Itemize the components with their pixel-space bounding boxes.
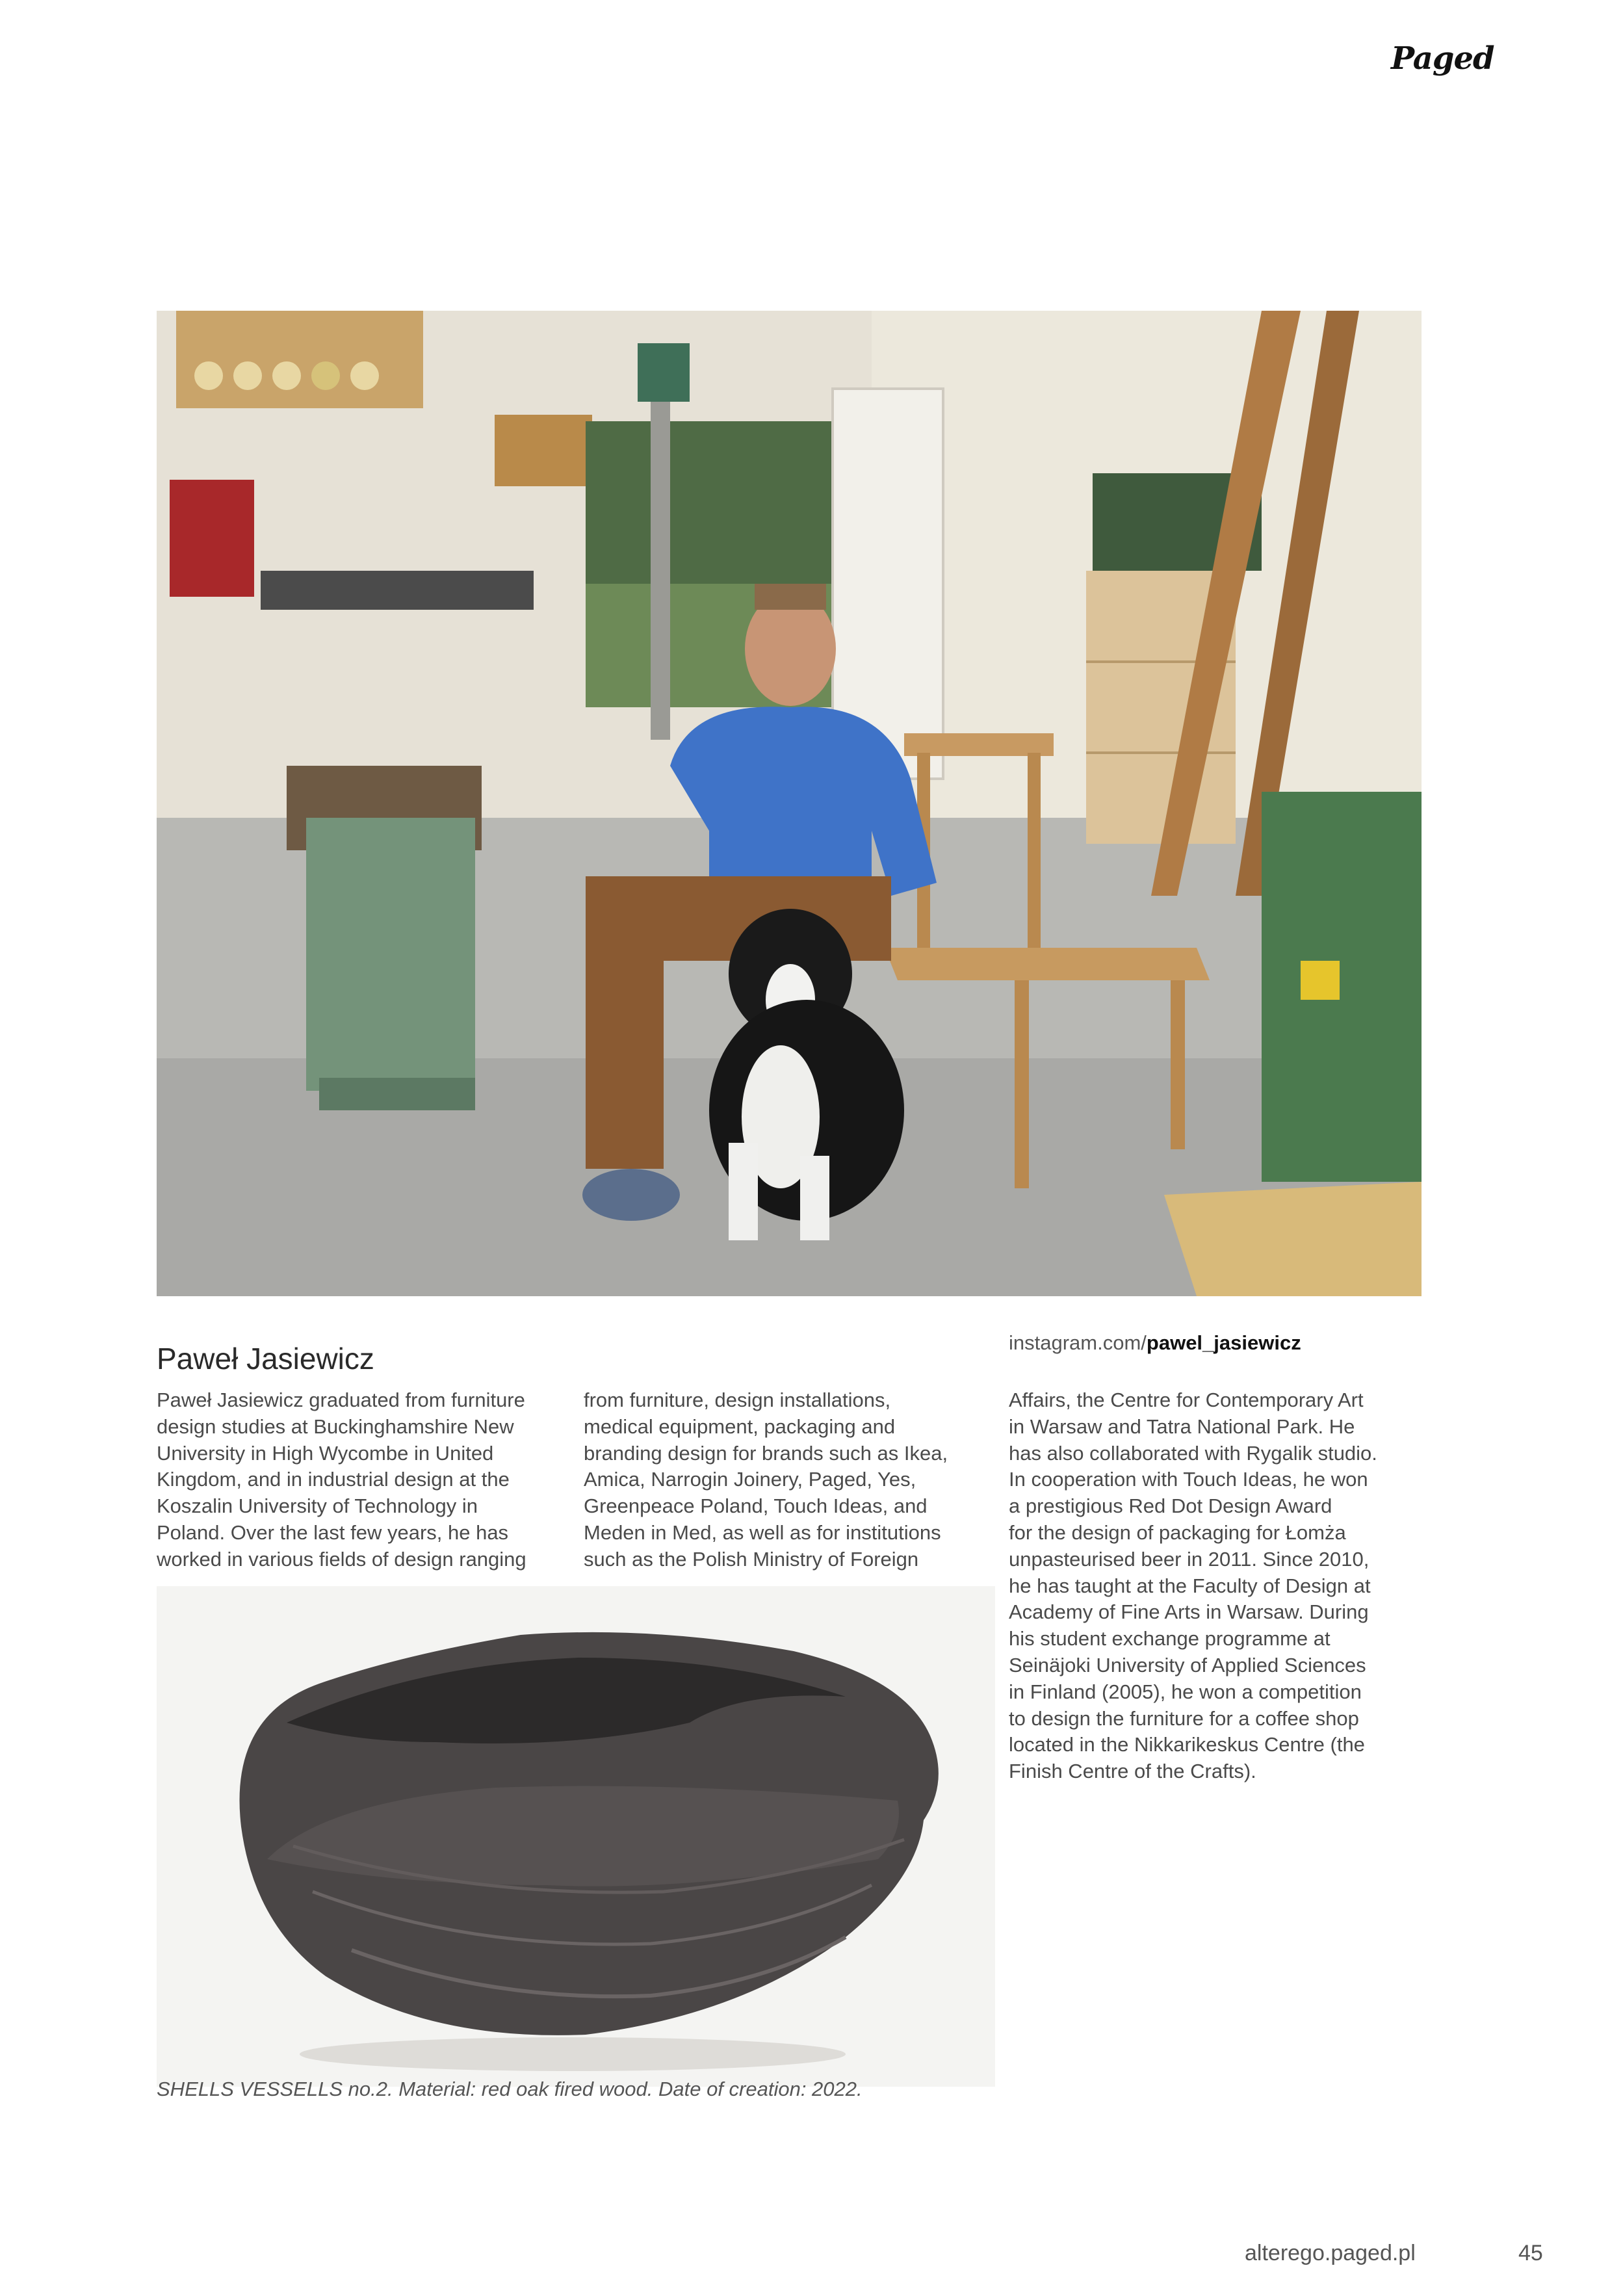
page-number: 45	[1518, 2241, 1543, 2265]
vessel-caption: SHELLS VESSELLS no.2. Material: red oak fired wood. Date of creation: 2022.	[157, 2078, 863, 2100]
bio-column-1: Paweł Jasiewicz graduated from furniture design studies at Buckinghamshire New University in High Wycombe in United Kingdom, and in industrial design at the Koszalin University of Technology in Poland. Over the last few years, he has worked in various fields of design ranging	[157, 1389, 526, 1571]
paged-logo: Paged	[1391, 40, 1494, 77]
bio-column-3: Affairs, the Centre for Contemporary Art in Warsaw and Tatra National Park. He has also collaborated with Rygalik studio. In cooperation with Touch Ideas, he won a prestigious Red Dot Design Award for the design of packaging for Łomża unpasteurised beer in 2011. Since 2010, he has taught at the Faculty of Design at Academy of Fine Arts in Warsaw. During his student exchange programme at Seinäjoki University of Applied Sciences in Finland (2005), he won a competition to design the furniture for a coffee shop located in the Nikkarikeskus Centre (the Finish Centre of the Crafts).	[1009, 1389, 1377, 1783]
footer-website-link[interactable]: alterego.paged.pl	[1245, 2241, 1416, 2265]
designer-name: Paweł Jasiewicz	[157, 1341, 374, 1376]
vessel-photo	[157, 1586, 995, 2087]
instagram-link[interactable]	[1009, 1331, 1301, 1355]
instagram-prefix: instagram.com/	[1009, 1331, 1147, 1354]
instagram-handle: pawel_jasiewicz	[1146, 1331, 1301, 1354]
bio-column-2: from furniture, design installations, medical equipment, packaging and branding design for brands such as Ikea, Amica, Narrogin Joinery, Paged, Yes, Greenpeace Poland, Touch Ideas, and Meden in Med, as well as for institutions such as the Polish Ministry of Foreign	[584, 1389, 948, 1571]
workshop-portrait-photo	[157, 311, 1422, 1296]
